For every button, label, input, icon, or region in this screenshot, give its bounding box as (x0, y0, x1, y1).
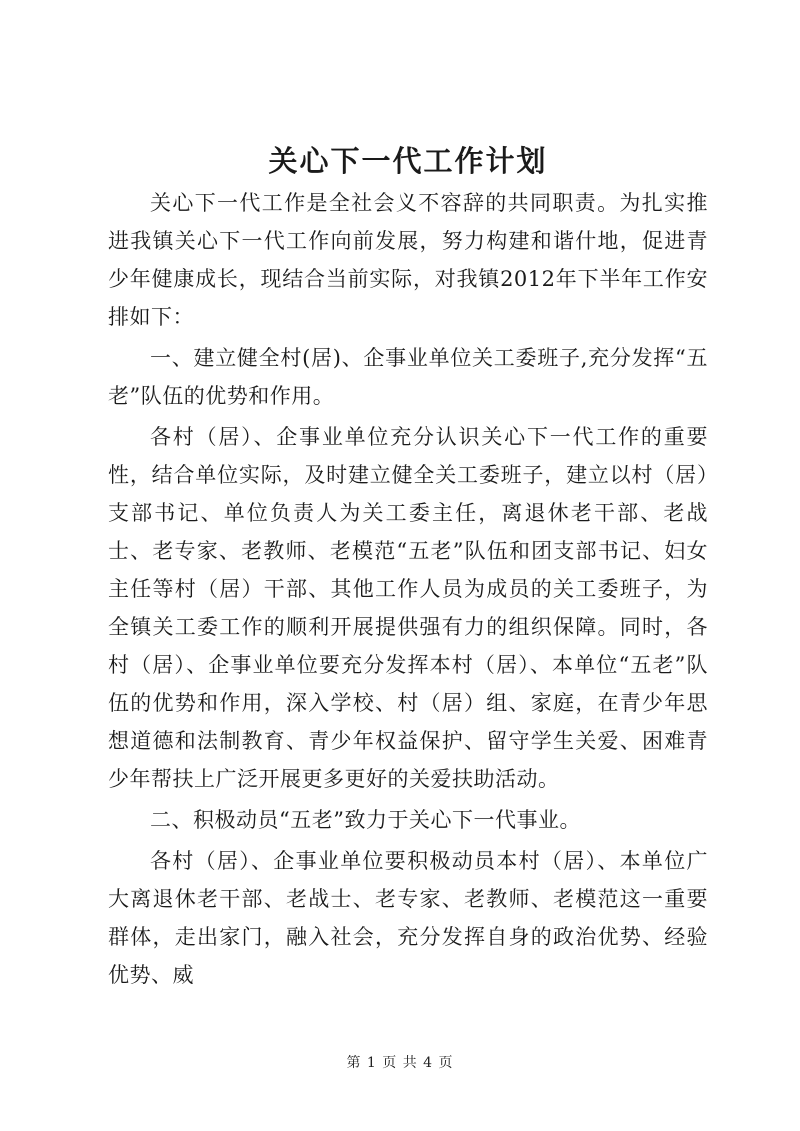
section-heading-1: 一、建立健全村(居)、企事业单位关工委班子,充分发挥“五老”队伍的优势和作用。 (108, 346, 708, 408)
document-page (108, 138, 708, 997)
section-1-paragraph: 各村（居）、企事业单位充分认识关心下一代工作的重要性，结合单位实际，及时建立健全关工委班子，建立以村（居）支部书记、单位负责人为关工委主任，离退休老干部、老战士、老专家、老教师、老模范“五老”队伍和团支部书记、妇女主任等村（居）干部、其他工作人员为成员的关工委班子，为全镇关工委工作的顺利开展提供强有力的组织保障。同时，各村（居）、企事业单位要充分发挥本村（居）、本单位“五老”队伍的优势和作用，深入学校、村（居）组、家庭，在青少年思想道德和法制教育、青少年权益保护、留守学生关爱、困难青少年帮扶上广泛开展更多更好的关爱扶助活动。 (108, 425, 708, 791)
page-number-footer: 第 1 页 共 4 页 (346, 1055, 454, 1071)
document-title: 关心下一代工作计划 (268, 144, 548, 178)
section-heading-2: 二、积极动员“五老”致力于关心下一代事业。 (150, 808, 581, 832)
section-2-paragraph: 各村（居）、企事业单位要积极动员本村（居）、本单位广大离退休老干部、老战士、老专家、老教师、老模范这一重要群体，走出家门，融入社会，充分发挥自身的政治优势、经验优势、威 (108, 849, 708, 987)
intro-paragraph: 关心下一代工作是全社会义不容辞的共同职责。为扎实推进我镇关心下一代工作向前发展，努力构建和谐什地，促进青少年健康成长，现结合当前实际，对我镇2012年下半年工作安排如下： (108, 191, 708, 329)
